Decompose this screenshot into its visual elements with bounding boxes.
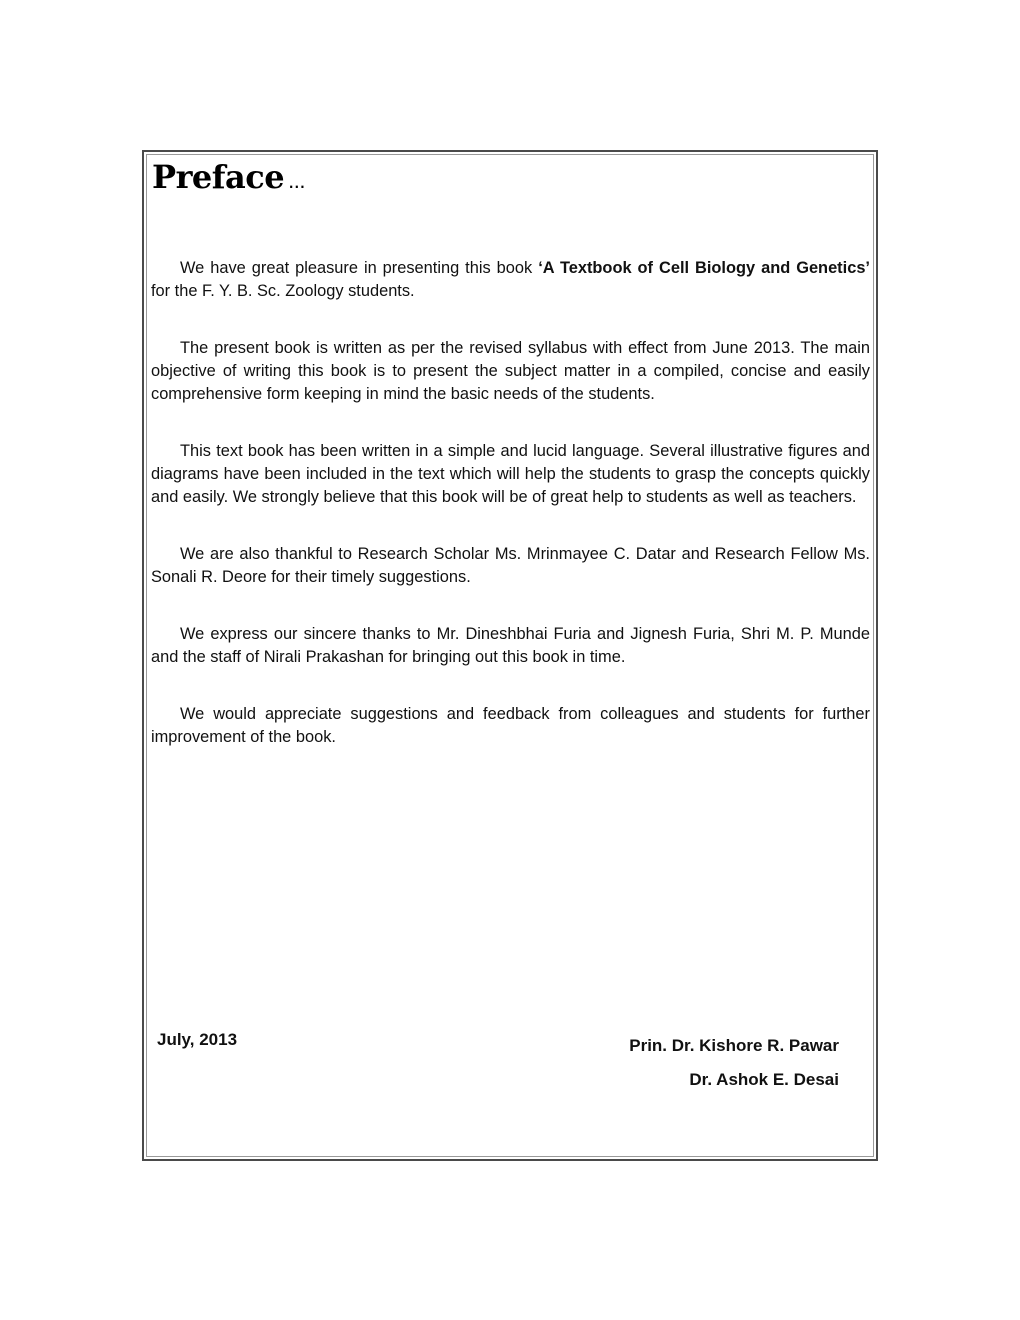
page-title bbox=[152, 157, 305, 201]
signature-block bbox=[629, 1029, 839, 1097]
paragraph-thanks-scholars: We are also thankful to Research Scholar Ms. Mrinmayee C. Datar and Research Fellow Ms. Sonali R. Deore for their timely suggestions. bbox=[151, 545, 870, 586]
paragraph-intro-end: for the F. Y. B. Sc. Zoology students. bbox=[151, 282, 415, 300]
paragraph-intro bbox=[151, 257, 870, 303]
paragraph-feedback: We would appreciate suggestions and feedback from colleagues and students for further improvement of the book. bbox=[151, 705, 870, 746]
book-title: ‘A Textbook of Cell Biology and Genetics’ bbox=[538, 259, 870, 277]
paragraph-intro-start: We have great pleasure in presenting this book bbox=[180, 259, 539, 277]
page-border-inner bbox=[146, 154, 874, 1157]
paragraph-language: This text book has been written in a simple and lucid language. Several illustrative figures and diagrams have been included in the text which will help the students to grasp the concepts quickly and easily. We strongly believe that this book will be of great help to students as well as teachers. bbox=[151, 442, 870, 506]
page-border bbox=[142, 150, 878, 1161]
author-name-1: Prin. Dr. Kishore R. Pawar bbox=[629, 1036, 839, 1055]
paragraph-thanks-publisher: We express our sincere thanks to Mr. Dineshbhai Furia and Jignesh Furia, Shri M. P. Munde and the staff of Nirali Prakashan for bringing out this book in time. bbox=[151, 625, 870, 666]
author-name-2: Dr. Ashok E. Desai bbox=[689, 1070, 839, 1089]
paragraph-syllabus: The present book is written as per the revised syllabus with effect from June 2013. The main objective of writing this book is to present the subject matter in a compiled, concise and easily comprehensive form keeping in mind the basic needs of the students. bbox=[151, 339, 870, 403]
title-ellipsis: ... bbox=[288, 168, 305, 193]
preface-body bbox=[151, 257, 870, 783]
title-text: Preface bbox=[152, 158, 285, 196]
signature-date: July, 2013 bbox=[157, 1030, 238, 1049]
